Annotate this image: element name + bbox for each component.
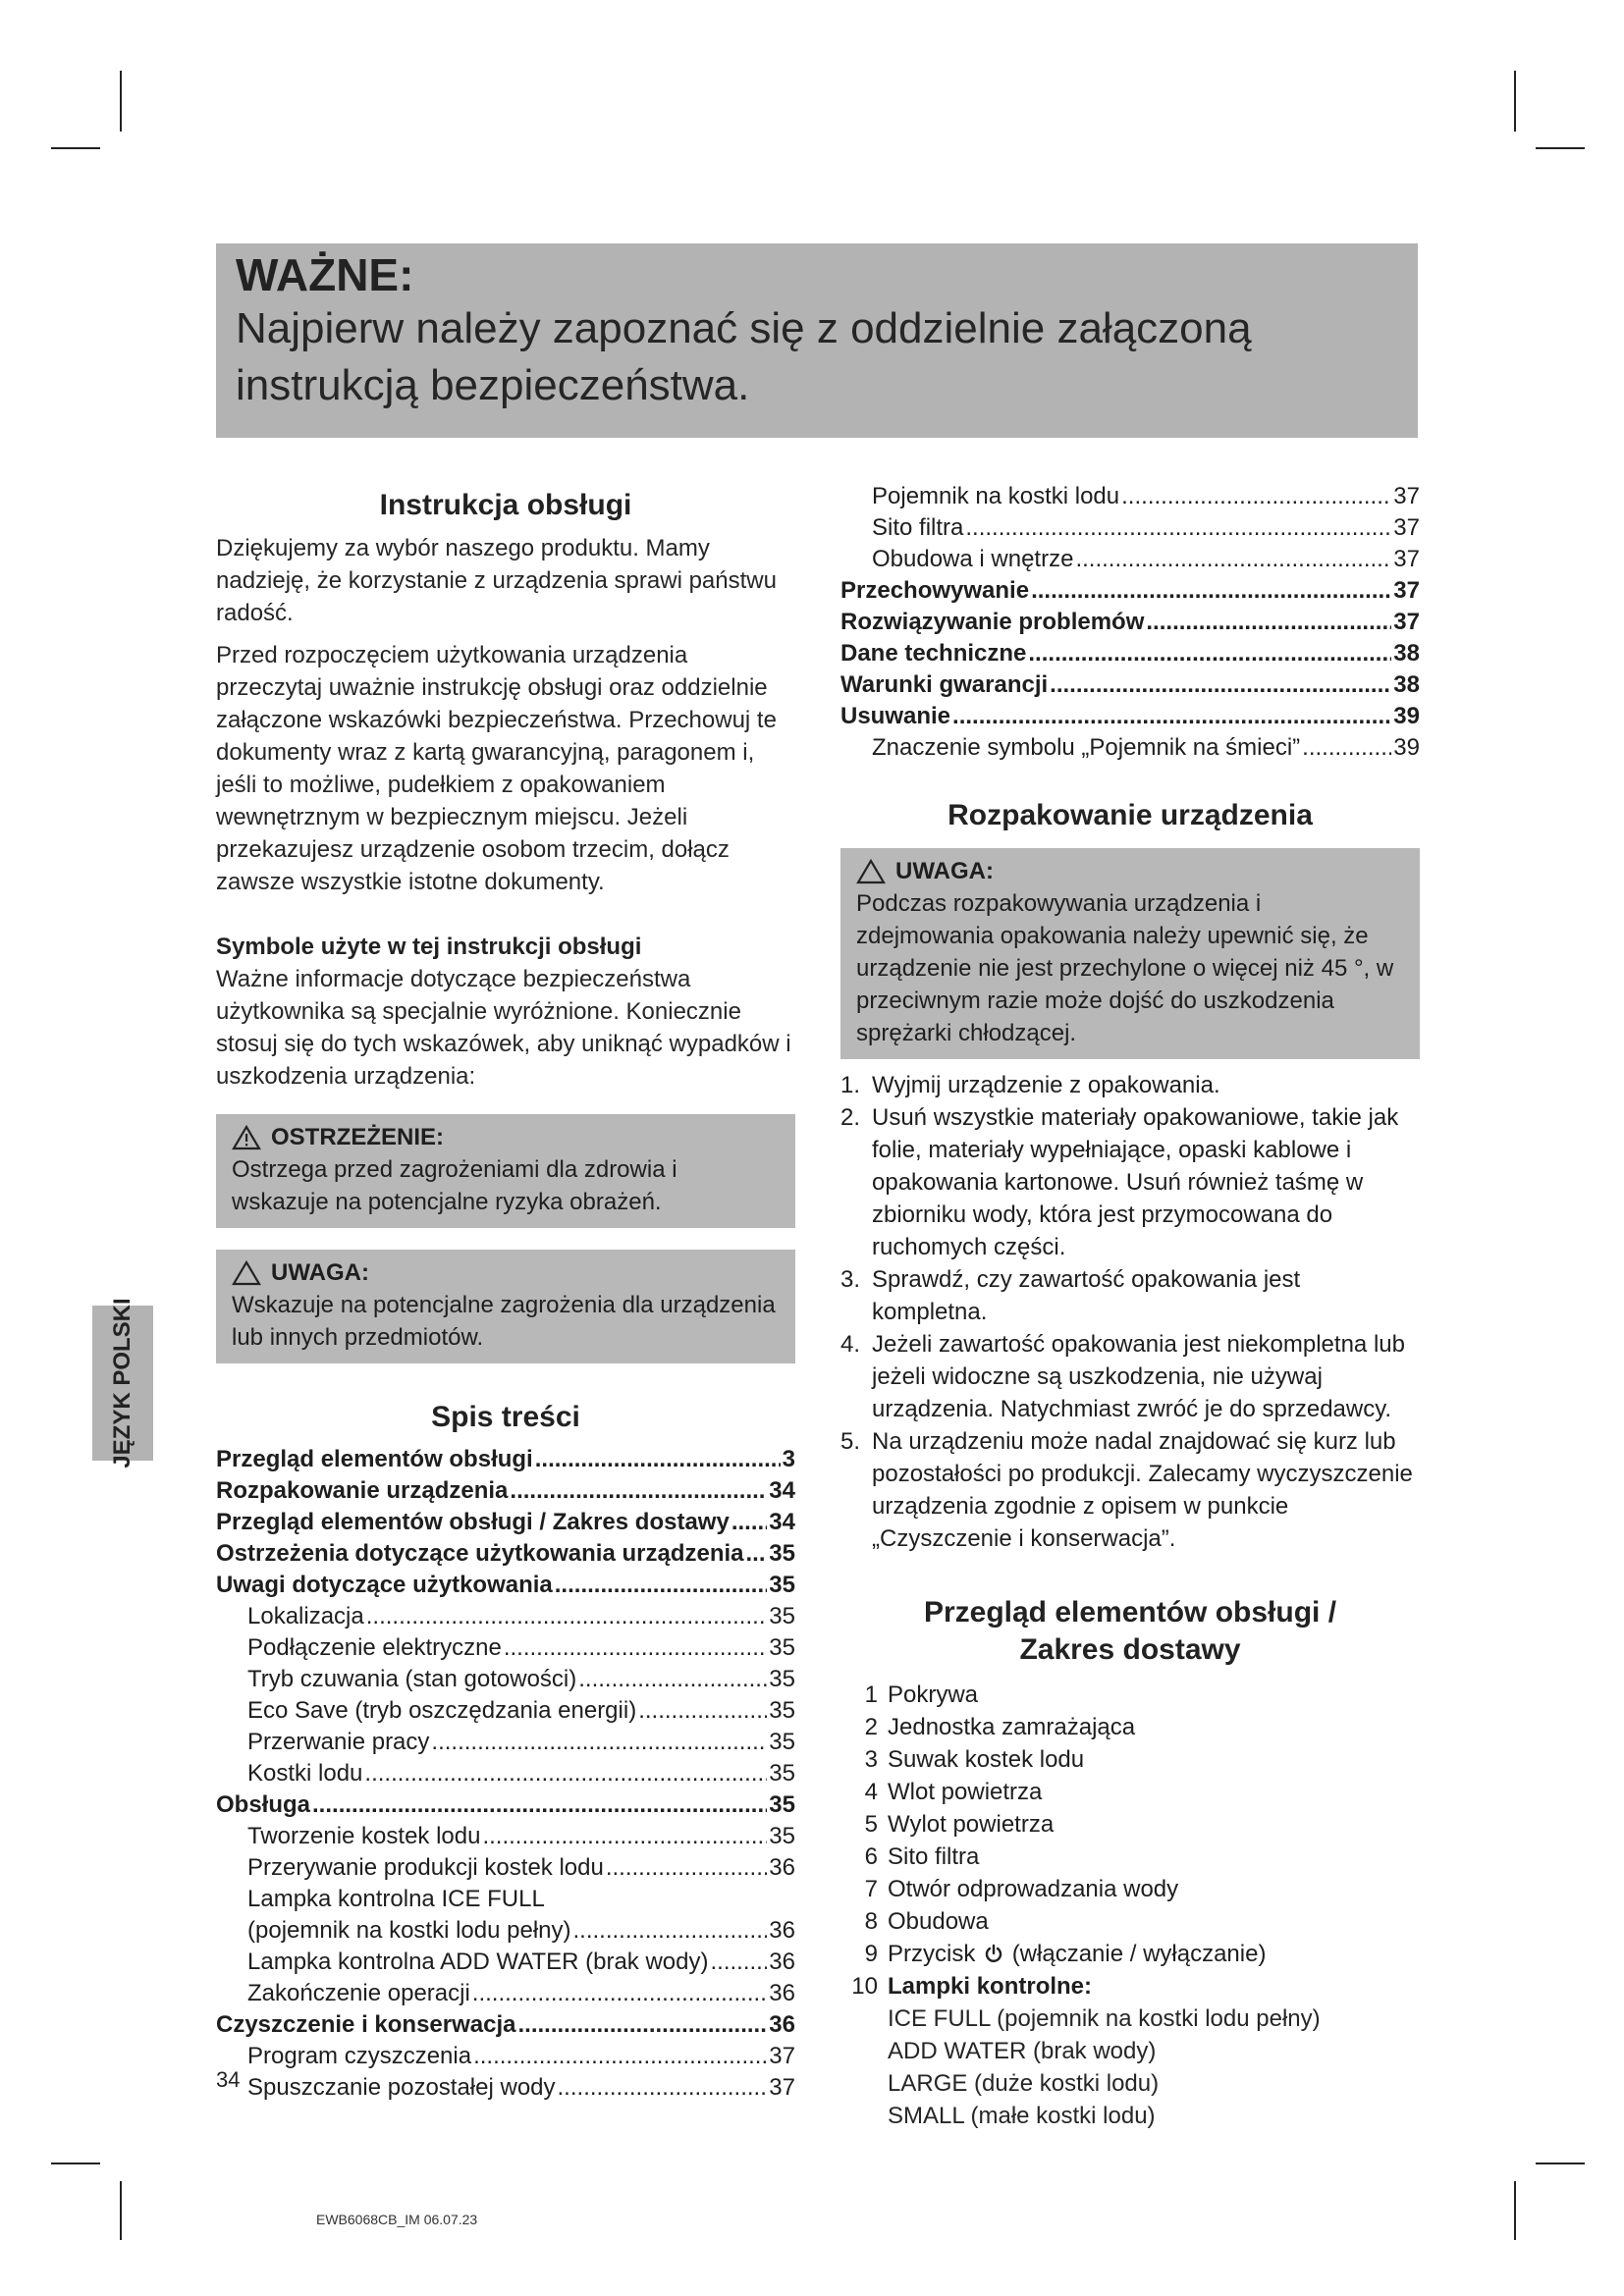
toc-leader-dots xyxy=(1031,575,1391,607)
toc-leader-dots xyxy=(578,1664,767,1695)
toc-entry-label: Kostki lodu xyxy=(247,1760,363,1787)
caution-header xyxy=(232,1257,780,1289)
parts-item-number: 7 xyxy=(864,1876,878,1902)
unpack-step xyxy=(840,1263,1420,1328)
parts-item-10 xyxy=(840,1970,1420,2002)
control-lamps-list xyxy=(840,2002,1420,2132)
caution-triangle-icon xyxy=(232,1260,261,1286)
toc-entry xyxy=(216,1884,795,1915)
toc-entry xyxy=(216,2009,795,2041)
toc-entry xyxy=(216,1978,795,2009)
unpack-step xyxy=(840,1328,1420,1425)
control-lamps-title: Lampki kontrolne: xyxy=(888,1973,1093,2000)
toc-entry-label: Dane techniczne xyxy=(840,640,1027,667)
unpack-caution-text: Podczas rozpakowywania urządzenia i zdejmowania opakowania należy upewnić się, że urządzenie nie jest przechylone o więcej niż 45 °, w przeciwnym razie może dojść do uszkodzenia sprężarki chłodzącej. xyxy=(856,890,1394,1046)
toc-entry-page: 36 xyxy=(769,1949,795,1975)
toc-leader-dots xyxy=(606,1852,767,1884)
parts-item xyxy=(840,1679,1420,1711)
warning-title: OSTRZEŻENIE: xyxy=(271,1124,445,1150)
control-lamp-item: LARGE (duże kostki lodu) xyxy=(888,2070,1160,2097)
toc-entry-page: 3 xyxy=(782,1446,795,1472)
toc-leader-dots xyxy=(504,1632,767,1664)
toc-leader-dots xyxy=(366,1601,768,1632)
toc-leader-dots xyxy=(482,1821,767,1852)
toc-entry-label: Przerywanie produkcji kostek lodu xyxy=(247,1854,604,1881)
unpack-step-number: 1. xyxy=(840,1072,861,1098)
toc-entry-page: 37 xyxy=(1393,514,1420,541)
unpack-step-text: Sprawdź, czy zawartość opakowania jest kompletna. xyxy=(872,1266,1301,1325)
parts-item-text: Wylot powietrza xyxy=(888,1811,1055,1838)
unpack-step xyxy=(840,1069,1420,1101)
toc-entry-label: Sito filtra xyxy=(872,514,964,541)
crop-mark xyxy=(1514,2181,1516,2240)
toc-entry-page: 37 xyxy=(769,2043,795,2069)
toc-entry xyxy=(216,1601,795,1632)
caution-box xyxy=(216,1250,795,1363)
toc-heading: Spis treści xyxy=(431,1401,580,1433)
toc-leader-dots xyxy=(746,1538,768,1570)
parts-item-number: 3 xyxy=(864,1746,878,1773)
unpack-caution-box xyxy=(840,848,1420,1059)
parts-item-9 xyxy=(840,1938,1420,1970)
parts-item-number: 2 xyxy=(864,1714,878,1740)
toc-entry-page: 35 xyxy=(769,1666,795,1692)
toc-entry-page: 35 xyxy=(769,1603,795,1629)
parts-item-number: 8 xyxy=(864,1908,878,1935)
toc-entry-label: Obudowa i wnętrze xyxy=(872,546,1074,572)
toc-entry-label: Eco Save (tryb oszczędzania energii) xyxy=(247,1697,637,1724)
toc-entry-label: Przechowywanie xyxy=(840,577,1030,604)
power-icon xyxy=(984,1944,1003,1963)
crop-mark xyxy=(1514,71,1516,132)
toc-leader-dots xyxy=(573,1915,768,1947)
toc-entry-label: Warunki gwarancji xyxy=(840,671,1049,698)
toc-entry xyxy=(216,2072,795,2104)
toc-leader-dots xyxy=(535,1444,781,1475)
toc-entry-page: 35 xyxy=(769,1729,795,1755)
toc-entry-page: 35 xyxy=(769,1823,795,1849)
parts-item-text: Pokrywa xyxy=(888,1682,979,1708)
toc-entry-page: 35 xyxy=(769,1697,795,1724)
toc-entry xyxy=(216,1852,795,1884)
toc-leader-dots xyxy=(555,1570,768,1601)
toc-entry-label: Rozpakowanie urządzenia xyxy=(216,1477,509,1504)
toc-leader-dots xyxy=(472,1978,768,2009)
toc-entry xyxy=(216,1507,795,1538)
toc-list xyxy=(216,1444,795,2104)
toc-entry-page: 37 xyxy=(1393,483,1420,509)
toc-entry xyxy=(216,1789,795,1821)
toc-leader-dots xyxy=(731,1507,767,1538)
crop-mark xyxy=(120,71,122,132)
control-lamp-item: SMALL (małe kostki lodu) xyxy=(888,2103,1156,2129)
toc-entry xyxy=(216,1727,795,1758)
footer-code: EWB6068CB_IM 06.07.23 xyxy=(316,2212,478,2227)
toc-entry-label: Przegląd elementów obsługi / Zakres dostawy xyxy=(216,1509,730,1535)
unpack-step-number: 3. xyxy=(840,1266,861,1293)
toc-leader-dots xyxy=(364,1758,767,1789)
unpack-step-number: 4. xyxy=(840,1331,861,1358)
parts-item-text: Otwór odprowadzania wody xyxy=(888,1876,1179,1902)
parts-item xyxy=(840,1776,1420,1808)
caution-triangle-icon xyxy=(856,859,886,884)
toc-leader-dots xyxy=(1050,669,1391,701)
toc-leader-dots xyxy=(510,1475,767,1507)
toc-entry-label: Znaczenie symbolu „Pojemnik na śmieci” xyxy=(872,734,1301,761)
toc-entry xyxy=(216,1695,795,1727)
toc-entry-page: 35 xyxy=(769,1572,795,1598)
control-lamp-item: ADD WATER (brak wody) xyxy=(888,2038,1157,2064)
toc-entry-page: 35 xyxy=(769,1540,795,1567)
unpack-step-text: Usuń wszystkie materiały opakowaniowe, takie jak folie, materiały wypełniające, opaski kablowe i opakowania kartonowe. Usuń również taśmę w zbiorniku wody, która jest przymocowana do ruchomych części. xyxy=(872,1104,1399,1260)
unpack-caution-header xyxy=(856,856,1404,887)
toc-entry-page: 36 xyxy=(769,1854,795,1881)
toc-entry-label: Podłączenie elektryczne xyxy=(247,1634,502,1661)
toc-entry-page: 37 xyxy=(1393,546,1420,572)
toc-leader-dots xyxy=(517,2009,767,2041)
toc-entry-page: 38 xyxy=(1393,640,1420,667)
manual-heading: Instrukcja obsługi xyxy=(379,489,632,521)
unpack-step-number: 5. xyxy=(840,1428,861,1455)
unpack-step-number: 2. xyxy=(840,1104,861,1131)
toc-entry-page: 35 xyxy=(769,1760,795,1787)
toc-entry xyxy=(840,638,1420,669)
parts-item-text: Sito filtra xyxy=(888,1843,980,1870)
parts-item-text: Jednostka zamrażająca xyxy=(888,1714,1136,1740)
toc-entry xyxy=(216,1947,795,1978)
caution-title: UWAGA: xyxy=(271,1259,369,1286)
toc-leader-dots xyxy=(1121,481,1391,512)
parts-item-number: 5 xyxy=(864,1811,878,1838)
toc-entry-label: Lampka kontrolna ICE FULL xyxy=(247,1886,545,1912)
crop-mark xyxy=(51,2163,100,2164)
toc-entry-page: 37 xyxy=(769,2074,795,2101)
toc-entry xyxy=(216,1821,795,1852)
toc-entry xyxy=(840,481,1420,512)
caution-text: Wskazuje na potencjalne zagrożenia dla urządzenia lub innych przedmiotów. xyxy=(232,1292,776,1351)
toc-entry xyxy=(840,669,1420,701)
toc-entry xyxy=(216,1538,795,1570)
unpack-caution-title: UWAGA: xyxy=(895,858,994,884)
page-number: 34 xyxy=(216,2067,241,2092)
toc-entry-label: Usuwanie xyxy=(840,703,951,729)
warning-box xyxy=(216,1114,795,1228)
toc-leader-dots xyxy=(1146,607,1391,638)
toc-entry-label: Lampka kontrolna ADD WATER (brak wody) xyxy=(247,1949,709,1975)
warning-text: Ostrzega przed zagrożeniami dla zdrowia i wskazuje na potencjalne ryzyka obrażeń. xyxy=(232,1156,677,1215)
intro-paragraph-1: Dziękujemy za wybór naszego produktu. Mamy nadzieję, że korzystanie z urządzenia sprawi państwu radość. xyxy=(216,535,777,626)
toc-entry-page: 35 xyxy=(769,1791,795,1818)
parts-item xyxy=(840,1743,1420,1776)
toc-leader-dots xyxy=(965,512,1391,544)
toc-entry-label: Spuszczanie pozostałej wody xyxy=(247,2074,556,2101)
unpack-steps-list xyxy=(840,1069,1420,1555)
parts-item xyxy=(840,1808,1420,1841)
warning-triangle-icon xyxy=(232,1125,261,1150)
symbols-heading: Symbole użyte w tej instrukcji obsługi xyxy=(216,934,642,960)
important-banner xyxy=(216,243,1418,438)
toc-leader-dots xyxy=(1302,732,1391,764)
parts-list xyxy=(840,1679,1420,1938)
toc-entry-page: 36 xyxy=(769,2011,795,2038)
toc-entry-page: 39 xyxy=(1393,734,1420,761)
toc-entry xyxy=(216,2041,795,2072)
parts-item-number: 10 xyxy=(851,1973,878,2000)
language-tab xyxy=(92,1298,153,1468)
unpack-step-text: Wyjmij urządzenie z opakowania. xyxy=(872,1072,1220,1098)
part9-label: Przycisk xyxy=(888,1941,976,1967)
parts-heading-line-1: Przegląd elementów obsługi / xyxy=(923,1596,1337,1629)
parts-item-number: 6 xyxy=(864,1843,878,1870)
toc-entry-label: Rozwiązywanie problemów xyxy=(840,609,1145,635)
toc-entry xyxy=(216,1632,795,1664)
parts-item-text: Obudowa xyxy=(888,1908,989,1935)
toc-entry-page: 35 xyxy=(769,1634,795,1661)
toc-entry-page: 34 xyxy=(769,1509,795,1535)
toc-entry-page: 39 xyxy=(1393,703,1420,729)
toc-entry-page: 37 xyxy=(1393,577,1420,604)
part9-suffix: (włączanie / wyłączanie) xyxy=(1011,1941,1267,1967)
control-lamp-item: ICE FULL (pojemnik na kostki lodu pełny) xyxy=(888,2005,1321,2032)
parts-item xyxy=(840,1873,1420,1905)
toc-leader-dots xyxy=(473,2041,767,2072)
toc-entry-page: 34 xyxy=(769,1477,795,1504)
toc-entry-page: 37 xyxy=(1393,609,1420,635)
toc-leader-dots xyxy=(312,1789,767,1821)
toc-entry-label: Przerwanie pracy xyxy=(247,1729,430,1755)
crop-mark xyxy=(120,2181,122,2240)
unpack-step xyxy=(840,1101,1420,1263)
banner-body: Najpierw należy zapoznać się z oddzielnie załączoną instrukcją bezpieczeństwa. xyxy=(236,304,1252,409)
toc-entry-label: Lokalizacja xyxy=(247,1603,364,1629)
toc-entry xyxy=(840,701,1420,732)
toc-leader-dots xyxy=(1028,638,1391,669)
toc-leader-dots xyxy=(638,1695,767,1727)
unpack-step-text: Na urządzeniu może nadal znajdować się kurz lub pozostałości po produkcji. Zalecamy wyczyszczenie urządzenia zgodnie z opisem w punkcie „Czyszczenie i konserwacja”. xyxy=(872,1428,1413,1552)
unpack-heading: Rozpakowanie urządzenia xyxy=(947,799,1313,831)
toc-entry xyxy=(216,1444,795,1475)
toc-entry xyxy=(216,1570,795,1601)
parts-item-number: 1 xyxy=(864,1682,878,1708)
parts-heading-line-2: Zakres dostawy xyxy=(1019,1633,1241,1666)
parts-item-number: 4 xyxy=(864,1779,878,1805)
toc-entry xyxy=(216,1475,795,1507)
unpack-step xyxy=(840,1425,1420,1555)
parts-item xyxy=(840,1841,1420,1873)
toc-entry-label: (pojemnik na kostki lodu pełny) xyxy=(247,1917,571,1944)
toc-list-continued xyxy=(840,481,1420,764)
toc-entry xyxy=(840,512,1420,544)
crop-mark xyxy=(51,147,100,149)
language-tab-label: JĘZYK POLSKI xyxy=(109,1298,135,1468)
toc-leader-dots xyxy=(952,701,1391,732)
toc-entry xyxy=(840,544,1420,575)
parts-item xyxy=(840,1711,1420,1743)
toc-leader-dots xyxy=(1075,544,1391,575)
toc-entry xyxy=(216,1915,795,1947)
toc-leader-dots xyxy=(431,1727,767,1758)
toc-entry-label: Zakończenie operacji xyxy=(247,1980,470,2006)
toc-entry xyxy=(840,732,1420,764)
intro-paragraph-2: Przed rozpoczęciem użytkowania urządzenia przeczytaj uważnie instrukcję obsługi oraz oddzielnie załączone wskazówki bezpieczeństwa. Przechowuj te dokumenty wraz z kartą gwarancyjną, paragonem i, jeśli to możliwe, pudełkiem z opakowaniem wewnętrznym w bezpiecznym miejscu. Jeżeli przekazujesz urządzenie osobom trzecim, dołącz zawsze wszystkie istotne dokumenty. xyxy=(216,642,777,895)
toc-entry xyxy=(216,1758,795,1789)
toc-entry-label: Obsługa xyxy=(216,1791,311,1818)
parts-item-text xyxy=(888,1938,1266,1970)
toc-leader-dots xyxy=(711,1947,768,1978)
unpack-step-text: Jeżeli zawartość opakowania jest niekompletna lub jeżeli widoczne są uszkodzenia, nie używaj urządzenia. Natychmiast zwróć je do sprzedawcy. xyxy=(872,1331,1405,1422)
symbols-paragraph: Ważne informacje dotyczące bezpieczeństwa użytkownika są specjalnie wyróżnione. Koniecznie stosuj się do tych wskazówek, aby uniknąć wypadków i uszkodzenia urządzenia: xyxy=(216,966,791,1090)
toc-leader-dots xyxy=(558,2072,768,2104)
toc-entry-label: Uwagi dotyczące użytkowania xyxy=(216,1572,553,1598)
toc-entry-label: Tworzenie kostek lodu xyxy=(247,1823,481,1849)
toc-entry-page: 36 xyxy=(769,1980,795,2006)
toc-entry-label: Czyszczenie i konserwacja xyxy=(216,2011,516,2038)
toc-entry-label: Tryb czuwania (stan gotowości) xyxy=(247,1666,577,1692)
parts-item-number: 9 xyxy=(864,1941,878,1967)
toc-entry-page: 38 xyxy=(1393,671,1420,698)
parts-item-text: Wlot powietrza xyxy=(888,1779,1043,1805)
warning-header xyxy=(232,1122,780,1153)
crop-mark xyxy=(1536,147,1585,149)
crop-mark xyxy=(1536,2163,1585,2164)
right-column xyxy=(840,481,1420,2132)
toc-entry-label: Pojemnik na kostki lodu xyxy=(872,483,1120,509)
left-column xyxy=(216,481,795,2104)
parts-item xyxy=(840,1905,1420,1938)
banner-title: WAŻNE: xyxy=(236,249,414,300)
toc-entry-label: Przegląd elementów obsługi xyxy=(216,1446,533,1472)
toc-entry xyxy=(840,607,1420,638)
toc-entry-page: 36 xyxy=(769,1917,795,1944)
toc-entry-label: Ostrzeżenia dotyczące użytkowania urządzenia xyxy=(216,1540,744,1567)
toc-entry-label: Program czyszczenia xyxy=(247,2043,472,2069)
toc-entry xyxy=(216,1664,795,1695)
toc-entry xyxy=(840,575,1420,607)
parts-item-text: Suwak kostek lodu xyxy=(888,1746,1085,1773)
